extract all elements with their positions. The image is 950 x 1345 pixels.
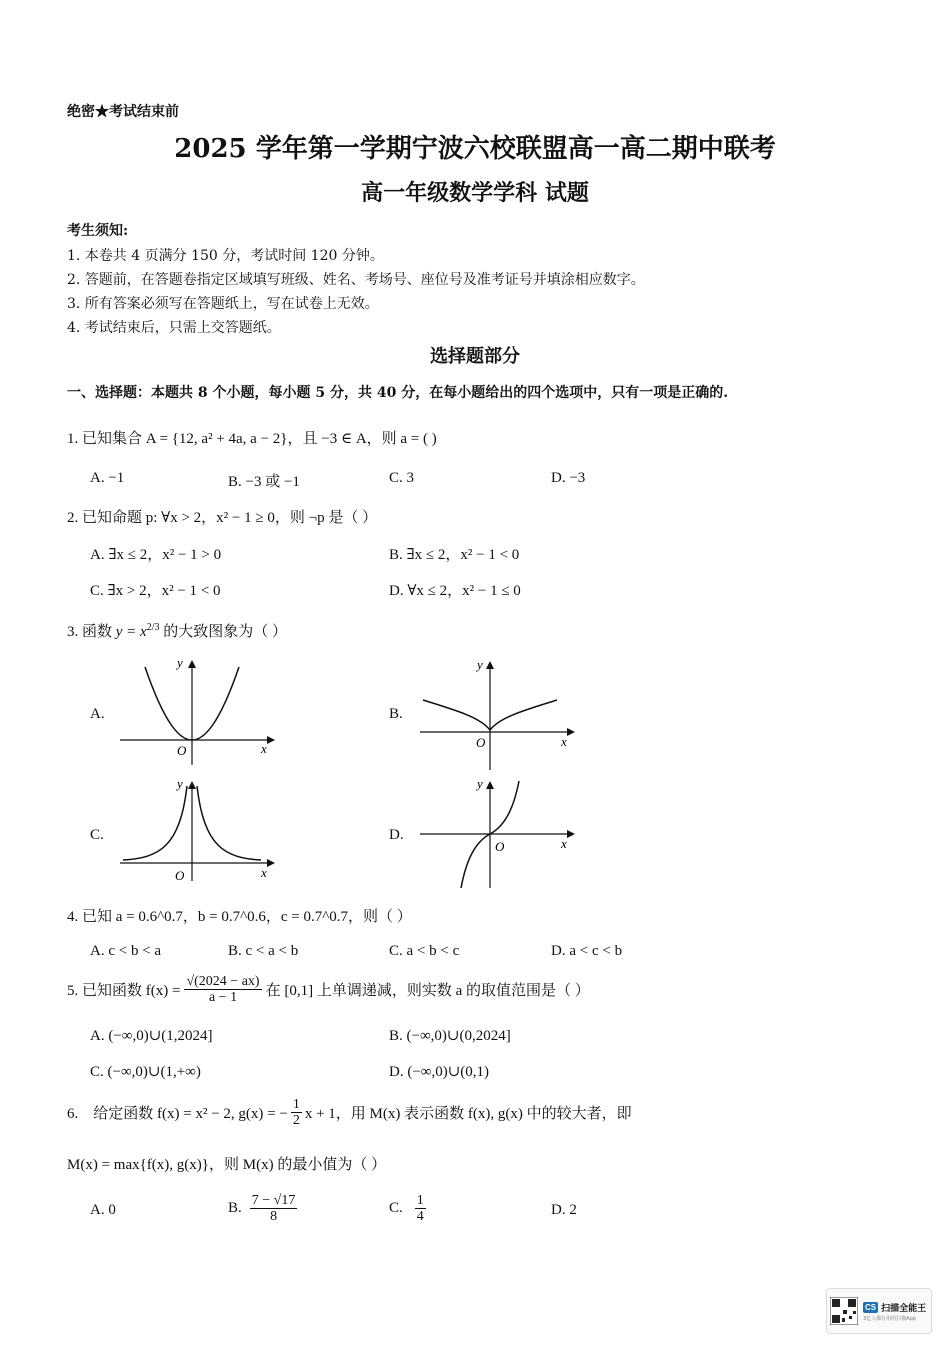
q3-option-d-label: D. — [389, 827, 404, 843]
scanner-tagline: 3亿人都在用的扫描App — [863, 1315, 916, 1322]
q3-graph-b-origin: O — [476, 735, 486, 750]
q3-option-c-label: C. — [90, 827, 104, 843]
q3-graph-c-y-label: y — [177, 776, 183, 791]
q4-option-b: B. c < a < b — [228, 943, 299, 959]
section-title: 选择题部分 — [430, 346, 520, 367]
q3-option-b-label: B. — [389, 706, 403, 722]
section-instruction: 一、选择题：本题共 8 个小题，每小题 5 分，共 40 分，在每小题给出的四个选项中，只有一项是正确的. — [67, 385, 729, 401]
q3-exponent: 2/3 — [146, 622, 160, 633]
q5-stem: 5. 已知函数 f(x) = $\frac{√(2024 - ax)}{a - 1}$ 在 [0,1] 上单调递减，则实数 a 的取值范围是（ ） — [67, 974, 590, 1006]
q3-graph-a-origin: O — [177, 743, 187, 758]
q5-option-a: A. (−∞,0)∪(1,2024] — [90, 1028, 213, 1044]
q5-option-b: B. (−∞,0)∪(0,2024] — [389, 1028, 511, 1044]
q6-option-b-fraction: $\frac{7 - √17}{8}$ — [251, 1193, 296, 1225]
q3-graph-d-x-label: x — [561, 836, 567, 851]
q3-option-a-label: A. — [90, 706, 105, 722]
q3-graph-b-x-label: x — [561, 734, 567, 749]
q2-option-a: A. ∃x ≤ 2，x² − 1 > 0 — [90, 547, 222, 563]
q6-stem-line1: 6. 给定函数 f(x) = x² − 2, g(x) = − $\frac{1}{2}$ x + 1，用 M(x) 表示函数 f(x), g(x) 中的较大者，即 — [67, 1097, 632, 1129]
q2-option-c: C. ∃x > 2，x² − 1 < 0 — [90, 583, 221, 599]
q2-stem: 2. 已知命题 p: ∀x > 2，x² − 1 ≥ 0，则 ¬p 是（ ） — [67, 510, 378, 526]
qr-code-icon — [830, 1297, 858, 1325]
q5-fraction: $\frac{√(2024 - ax)}{a - 1}$ — [186, 974, 260, 1006]
q4-stem: 4. 已知 a = 0.6^0.7，b = 0.7^0.6，c = 0.7^0.7，则（ ） — [67, 909, 412, 925]
exam-title: 2025 学年第一学期宁波六校联盟高一高二期中联考 — [174, 134, 776, 164]
q3-graph-a-y-label: y — [177, 655, 183, 670]
notice-item-3: 3. 所有答案必须写在答题纸上，写在试卷上无效。 — [67, 296, 379, 312]
q4-option-d: D. a < c < b — [551, 943, 623, 959]
cs-logo-badge: CS — [865, 1302, 877, 1312]
q3-graph-c — [115, 776, 280, 886]
q1-option-a: A. −1 — [90, 470, 125, 486]
notice-heading: 考生须知: — [67, 223, 129, 239]
q3-graph-d-origin: O — [495, 839, 505, 854]
notice-item-2: 2. 答题前，在答题卷指定区域填写班级、姓名、考场号、座位号及准考证号并填涂相应数字。 — [67, 272, 645, 288]
q3-function: y = x — [115, 624, 147, 640]
q3-graph-c-x-label: x — [261, 865, 267, 880]
notice-item-4: 4. 考试结束后，只需上交答题纸。 — [67, 320, 281, 336]
q3-graph-a-x-label: x — [261, 741, 267, 756]
q4-option-c: C. a < b < c — [389, 943, 460, 959]
q3-stem: 3. 函数 $y = x^{2/3}$ 的大致图象为（ ） — [67, 622, 287, 640]
q6-option-c-fraction: $\frac{1}{4}$ — [416, 1193, 424, 1225]
q1-option-c: C. 3 — [389, 470, 415, 486]
q6-half-fraction: $\frac{1}{2}$ — [292, 1097, 300, 1129]
q3-graph-c-origin: O — [175, 868, 185, 883]
q3-graph-d-y-label: y — [477, 776, 483, 791]
q6-option-b: B. $\frac{7 - √17}{8}$ — [228, 1193, 296, 1225]
scanner-watermark — [826, 1288, 932, 1334]
q2-option-d: D. ∀x ≤ 2，x² − 1 ≤ 0 — [389, 583, 521, 599]
notice-item-1: 1. 本卷共 4 页满分 150 分，考试时间 120 分钟。 — [67, 248, 384, 264]
q6-stem-line2: M(x) = max{f(x), g(x)}，则 M(x) 的最小值为（ ） — [67, 1157, 387, 1173]
scanner-app-name: 扫描全能王 — [881, 1303, 927, 1314]
q6-option-c: C. $\frac{1}{4}$ — [389, 1193, 424, 1225]
q5-option-d: D. (−∞,0)∪(0,1) — [389, 1064, 490, 1080]
q3-graph-b — [415, 655, 580, 770]
q2-option-b: B. ∃x ≤ 2，x² − 1 < 0 — [389, 547, 520, 563]
q5-option-c: C. (−∞,0)∪(1,+∞) — [90, 1064, 201, 1080]
q3-graph-b-y-label: y — [477, 657, 483, 672]
q1-stem: 1. 已知集合 A = {12, a² + 4a, a − 2}，且 −3 ∈ A，则 a = ( ) — [67, 431, 437, 447]
q3-graph-a — [115, 655, 280, 770]
q6-option-d: D. 2 — [551, 1202, 577, 1218]
q6-option-a: A. 0 — [90, 1202, 116, 1218]
q4-option-a: A. c < b < a — [90, 943, 162, 959]
exam-subtitle: 高一年级数学学科 试题 — [361, 180, 589, 206]
secret-label: 绝密★考试结束前 — [67, 104, 179, 120]
q3-graph-d — [415, 776, 580, 891]
q1-option-d: D. −3 — [551, 470, 586, 486]
q1-option-b: B. −3 或 −1 — [228, 474, 300, 490]
